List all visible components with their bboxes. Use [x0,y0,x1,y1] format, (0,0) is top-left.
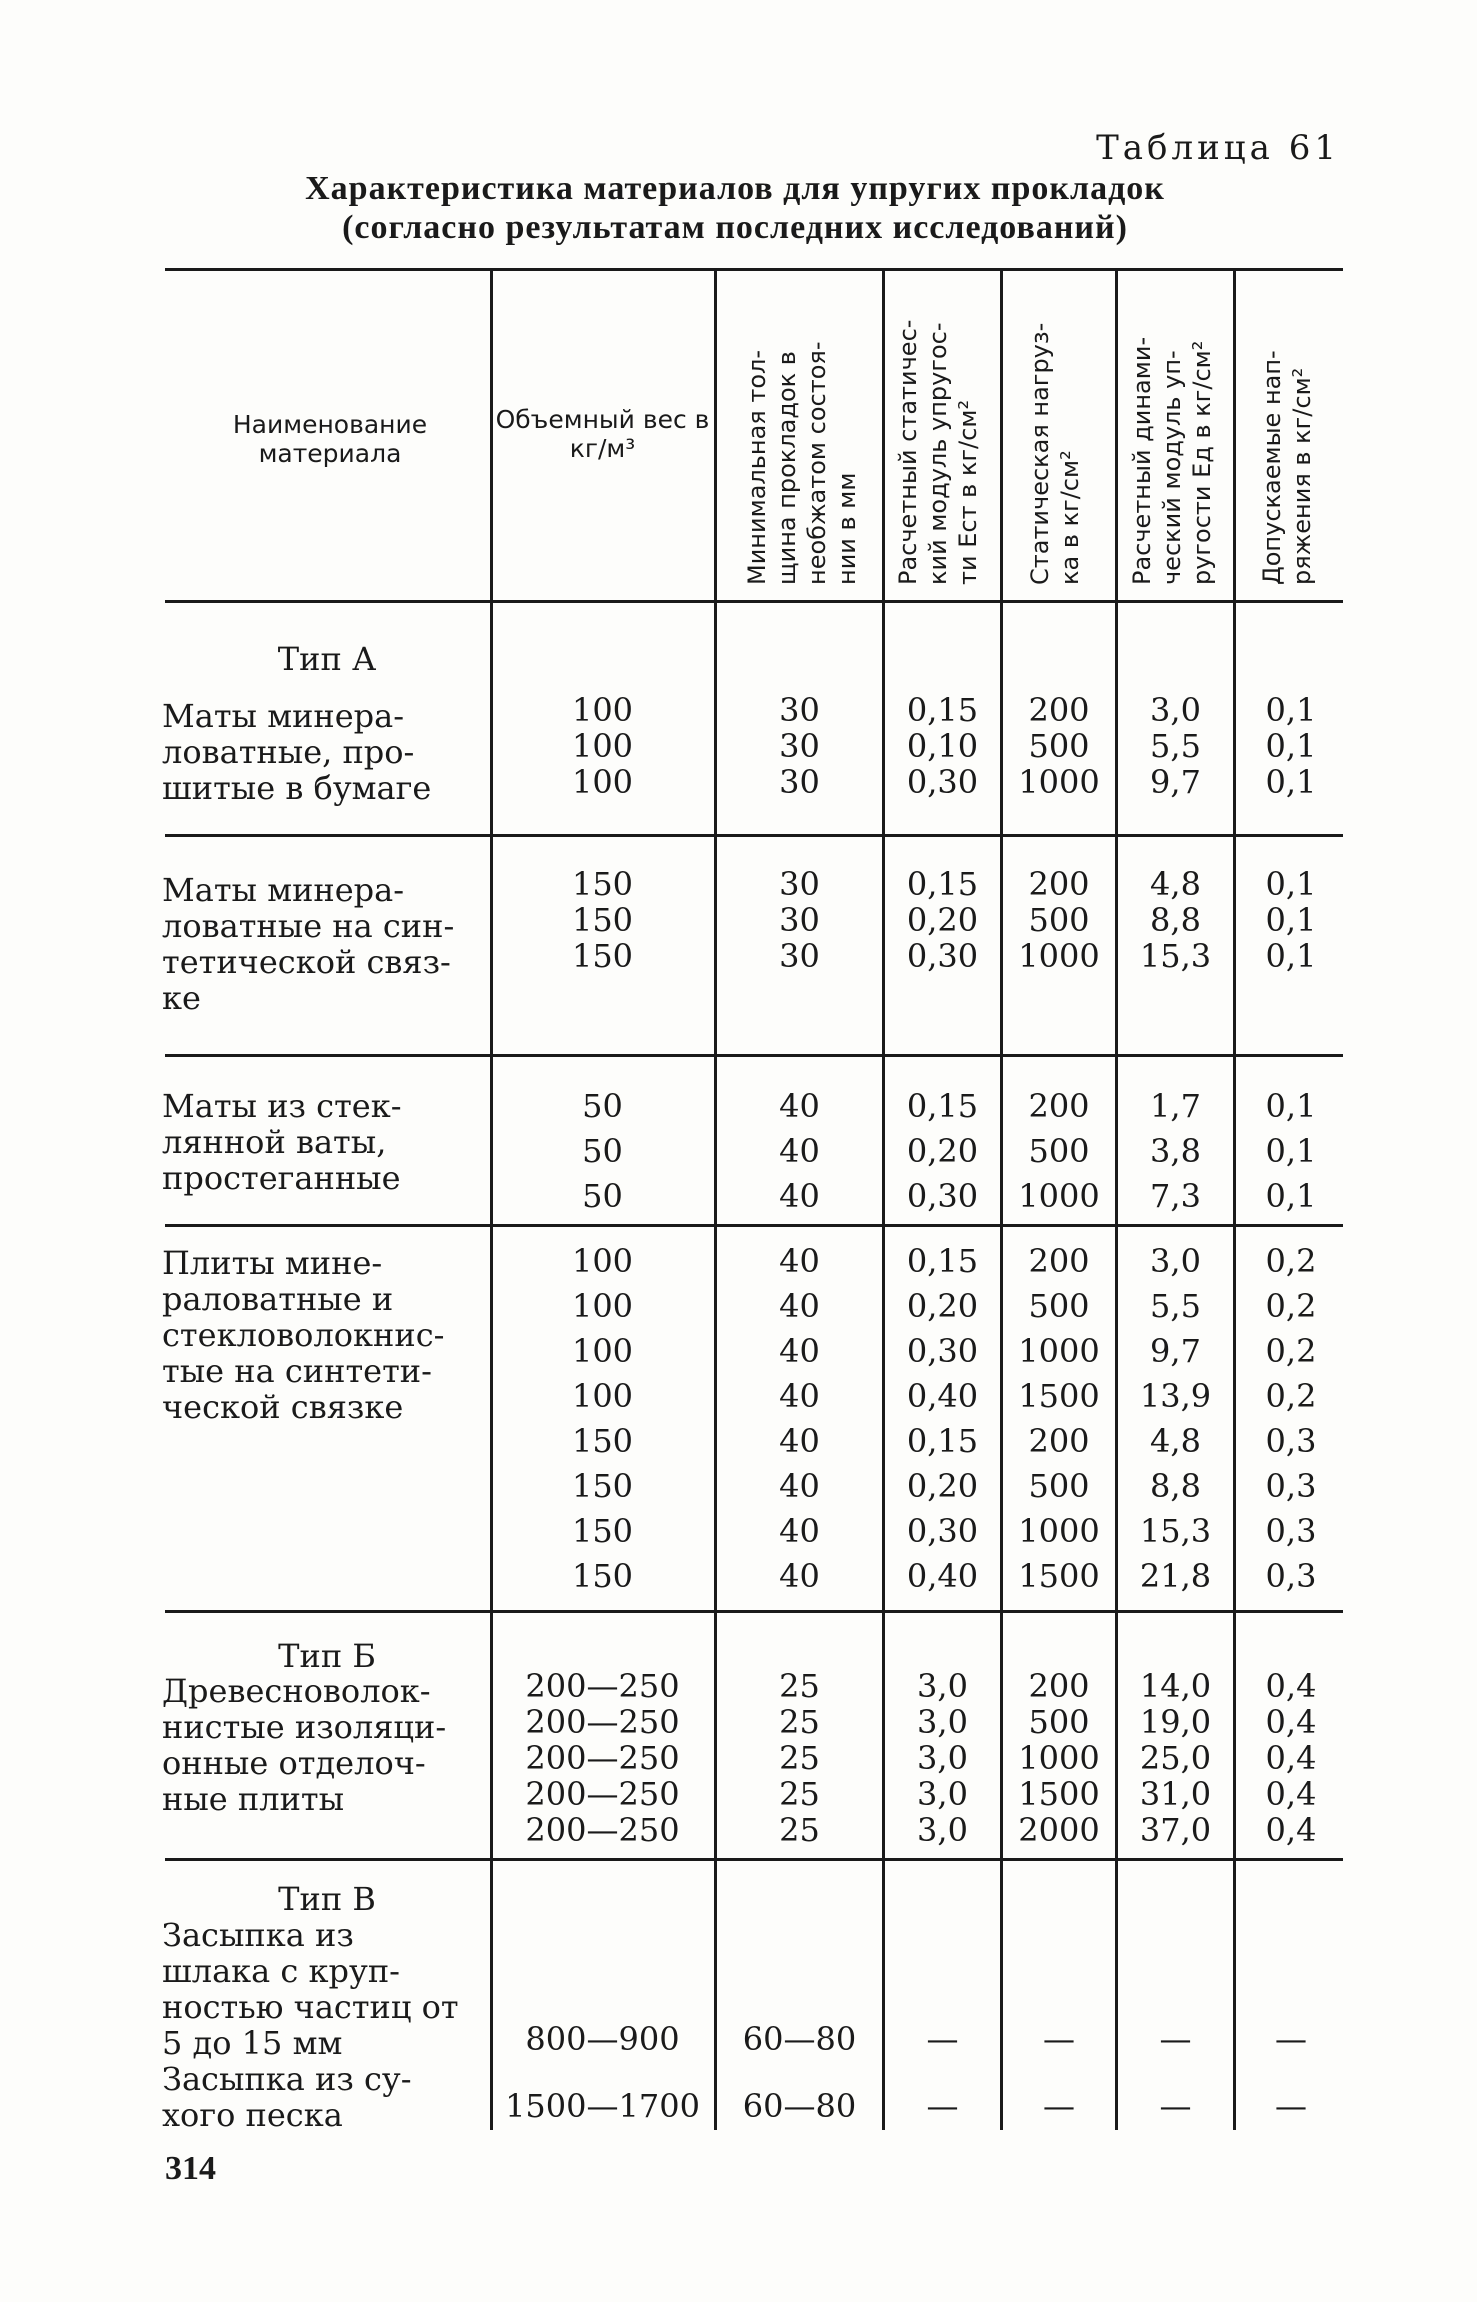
col-divider-1 [490,270,493,2130]
material-name-1: Маты минера- ловатные, про- шитые в бумаге [162,697,432,807]
group-2-static-modulus: 0,15 0,20 0,30 [906,865,979,975]
group-2-allowed-stress: 0,1 0,1 0,1 [1265,865,1317,975]
type-label-a: Тип А [277,640,377,678]
type-label-b: Тип Б [278,1637,376,1675]
group-3-thickness: 40 40 40 [779,1087,820,1215]
rule-group-1 [165,834,1343,837]
material-name-6: Засыпка из шлака с круп- ностью частиц от 5 до 15 мм Засыпка из су- хого песка [162,1916,459,2134]
group-4-static-modulus: 0,15 0,20 0,30 0,40 0,15 0,20 0,30 0,40 [906,1242,979,1595]
group-4-thickness: 40 40 40 40 40 40 40 40 [779,1242,820,1595]
rule-header-bottom [165,600,1343,603]
group-1-allowed-stress: 0,1 0,1 0,1 [1265,691,1317,801]
group-4-dynamic-modulus: 3,0 5,5 9,7 13,9 4,8 8,8 15,3 21,8 [1139,1242,1212,1595]
group-1-static-load: 200 500 1000 [1018,691,1100,801]
header-name: Наименование материала [232,410,428,468]
material-name-2: Маты минера- ловатные на син- тетической связ- ке [162,871,455,1017]
header-thickness: Минимальная тол- щина прокладок в необжатом состоя- нии в мм [743,341,861,585]
group-1-static-modulus: 0,15 0,10 0,30 [906,691,979,801]
rule-top [165,268,1343,271]
group-3-static-modulus: 0,15 0,20 0,30 [906,1087,979,1215]
group-1-dynamic-modulus: 3,0 5,5 9,7 [1150,691,1201,801]
material-name-4: Плиты мине- раловатные и стекловолокнис- тые на синтети- ческой связке [162,1244,445,1426]
table-title-line-2: (согласно результатам последних исследований) [342,209,1128,246]
material-name-3: Маты из стек- лянной ваты, простеганные [162,1087,402,1197]
group-2-density: 150 150 150 [571,865,634,975]
group-3-density: 50 50 50 [582,1087,623,1215]
group-4-density: 100 100 100 100 150 150 150 150 [571,1242,634,1595]
group-1-density: 100 100 100 [571,691,634,801]
header-allowed-stress: Допускаемые нап- ряжения в кг/см² [1258,350,1316,585]
group-1-thickness: 30 30 30 [779,691,820,801]
group-3-static-load: 200 500 1000 [1018,1087,1100,1215]
group-5-thickness: 25 25 25 25 25 [779,1667,820,1849]
group-2-static-load: 200 500 1000 [1018,865,1100,975]
table-caption: Таблица 61 [1096,128,1340,168]
header-static-modulus: Расчетный статичес- кий модуль упругос- ти Ест в кг/см² [894,319,982,585]
group-2-thickness: 30 30 30 [779,865,820,975]
rule-group-2 [165,1054,1343,1057]
header-dynamic-modulus: Расчетный динами- ческий модуль уп- ругости Ед в кг/см² [1128,336,1216,585]
group-5-density: 200—250 200—250 200—250 200—250 200—250 [525,1667,680,1849]
header-density: Объемный вес в кг/м³ [495,405,710,463]
group-4-static-load: 200 500 1000 1500 200 500 1000 1500 [1018,1242,1100,1595]
material-name-5: Древесноволок- нистые изоляци- онные отделоч- ные плиты [162,1672,447,1818]
rule-group-3 [165,1224,1343,1227]
group-5-static-load: 200 500 1000 1500 2000 [1018,1667,1100,1849]
group-6-density: 800—900 1500—1700 [505,2020,700,2125]
group-4-allowed-stress: 0,2 0,2 0,2 0,2 0,3 0,3 0,3 0,3 [1265,1242,1317,1595]
page-number: 314 [165,2150,216,2187]
group-3-dynamic-modulus: 1,7 3,8 7,3 [1150,1087,1201,1215]
group-3-allowed-stress: 0,1 0,1 0,1 [1265,1087,1317,1215]
group-6-static-modulus: — — [926,2020,959,2125]
group-2-dynamic-modulus: 4,8 8,8 15,3 [1139,865,1212,975]
rule-group-5 [165,1858,1343,1861]
group-6-allowed-stress: — — [1275,2020,1307,2125]
group-6-dynamic-modulus: — — [1159,2020,1192,2125]
group-6-static-load: — — [1043,2020,1075,2125]
group-5-dynamic-modulus: 14,0 19,0 25,0 31,0 37,0 [1139,1667,1212,1849]
group-6-thickness: 60—80 60—80 [742,2020,857,2125]
header-static-load: Статическая нагруз- ка в кг/см² [1026,322,1084,585]
group-5-allowed-stress: 0,4 0,4 0,4 0,4 0,4 [1265,1667,1317,1849]
type-label-v: Тип В [278,1880,376,1918]
table-title-line-1: Характеристика материалов для упругих прокладок [305,170,1165,207]
rule-group-4 [165,1610,1343,1613]
group-5-static-modulus: 3,0 3,0 3,0 3,0 3,0 [917,1667,968,1849]
